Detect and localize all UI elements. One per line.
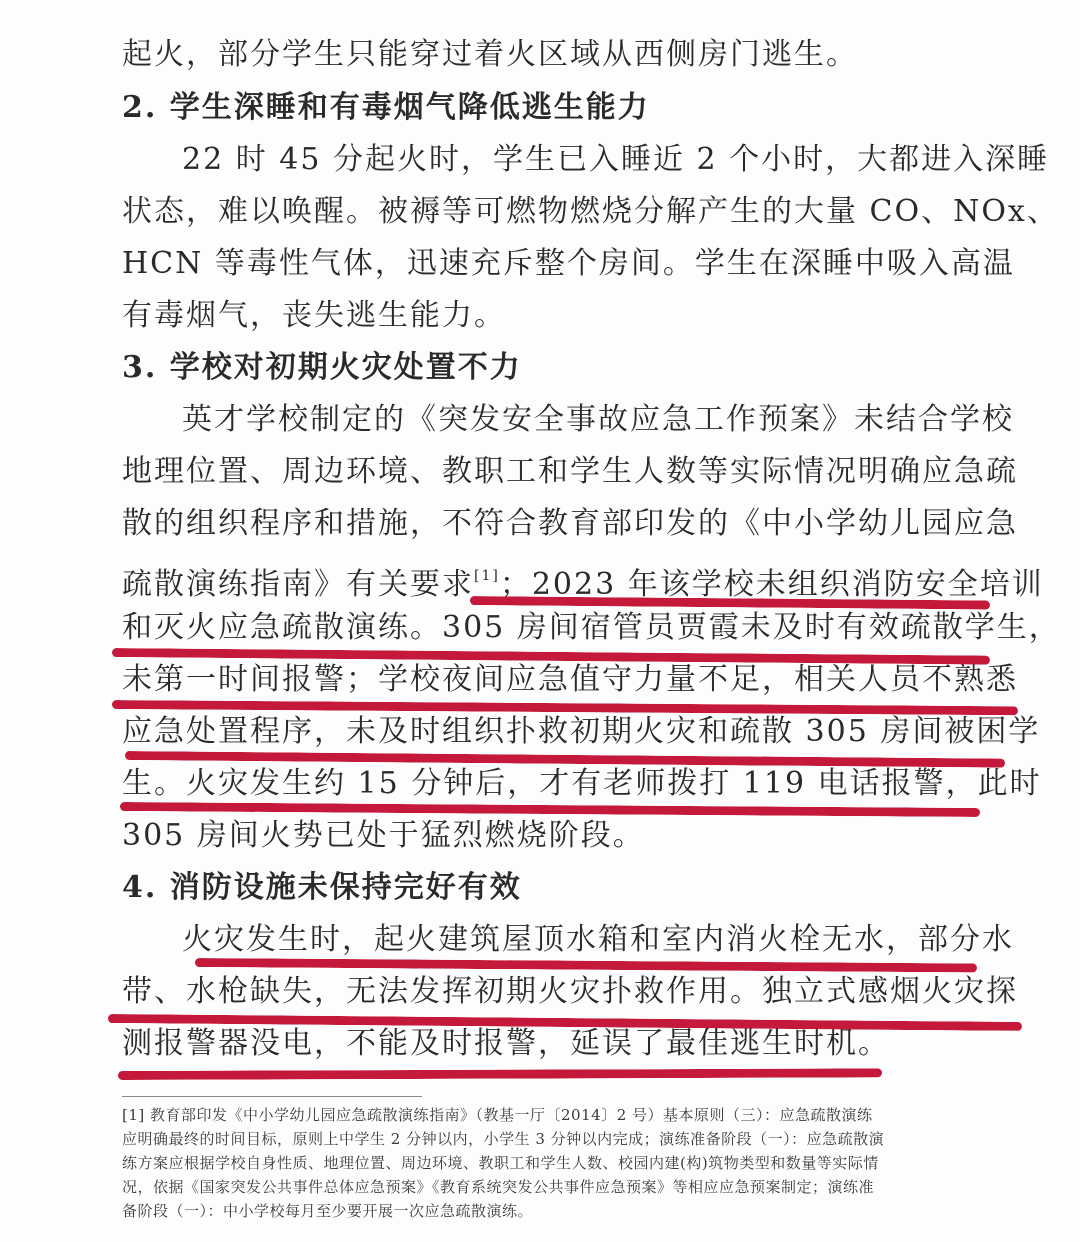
paragraph-line: 和灭火应急疏散演练。305 房间宿管员贾霞未及时有效疏散学生， [122, 610, 1061, 645]
footnote-divider [122, 1096, 422, 1097]
footnote-reference: [1] [474, 568, 500, 584]
paragraph-line: 22 时 45 分起火时，学生已入睡近 2 个小时，大都进入深睡 [182, 142, 1050, 177]
footnote-line: 练方案应根据学校自身性质、地理位置、周边环境、教职工和学生人数、校园内建(构)筑物类型和数量等实际情 [122, 1154, 879, 1172]
paragraph-line: 火灾发生时，起火建筑屋顶水箱和室内消火栓无水，部分水 [182, 922, 1014, 957]
paragraph-line: 带、水枪缺失，无法发挥初期火灾扑救作用。独立式感烟火灾探 [122, 974, 1018, 1009]
paragraph-line: 305 房间火势已处于猛烈燃烧阶段。 [122, 818, 645, 853]
paragraph-line: 地理位置、周边环境、教职工和学生人数等实际情况明确应急疏 [122, 454, 1018, 489]
paragraph-line: 散的组织程序和措施，不符合教育部印发的《中小学幼儿园应急 [122, 506, 1018, 541]
section-heading-4: 4. 消防设施未保持完好有效 [122, 870, 522, 905]
red-underline-mark [118, 1068, 882, 1080]
paragraph-line: 有毒烟气，丧失逃生能力。 [122, 298, 506, 333]
paragraph-line: 测报警器没电，不能及时报警，延误了最佳逃生时机。 [122, 1026, 890, 1061]
section-heading-3: 3. 学校对初期火灾处置不力 [122, 350, 522, 385]
paragraph-line: 生。火灾发生约 15 分钟后，才有老师拨打 119 电话报警，此时 [122, 766, 1042, 801]
paragraph-line: 英才学校制定的《突发安全事故应急工作预案》未结合学校 [182, 402, 1014, 437]
text-segment: 疏散演练指南》有关要求 [122, 567, 474, 602]
red-underline-mark [120, 802, 980, 817]
paragraph-line: 应急处置程序，未及时组织扑救初期火灾和疏散 305 房间被困学 [122, 714, 1041, 749]
paragraph-line: 状态，难以唤醒。被褥等可燃物燃烧分解产生的大量 CO、NOx、 [122, 194, 1059, 229]
footnote-line: 应明确最终的时间目标，原则上中学生 2 分钟以内，小学生 3 分钟以内完成；演练准备阶段（一）：应急疏散演 [122, 1130, 885, 1148]
text-segment: ；2023 年该学校未组织消防安全培训 [499, 567, 1044, 602]
footnote-line: 况，依据《国家突发公共事件总体应急预案》《教育系统突发公共事件应急预案》等相应应急预案制定；演练准 [122, 1178, 875, 1196]
section-heading-2: 2. 学生深睡和有毒烟气降低逃生能力 [122, 90, 650, 125]
red-underline-mark [195, 958, 977, 972]
paragraph-line: 起火，部分学生只能穿过着火区域从西侧房门逃生。 [122, 37, 858, 72]
paragraph-line: 未第一时间报警；学校夜间应急值守力量不足，相关人员不熟悉 [122, 662, 1018, 697]
footnote-line: [1] 教育部印发《中小学幼儿园应急疏散演练指南》（教基一厅〔2014〕2 号）基本原则（三）：应急疏散演练 [122, 1106, 873, 1124]
paragraph-line: HCN 等毒性气体，迅速充斥整个房间。学生在深睡中吸入高温 [122, 246, 1015, 281]
footnote-line: 备阶段（一）：中小学校每月至少要开展一次应急疏散演练。 [122, 1202, 534, 1220]
